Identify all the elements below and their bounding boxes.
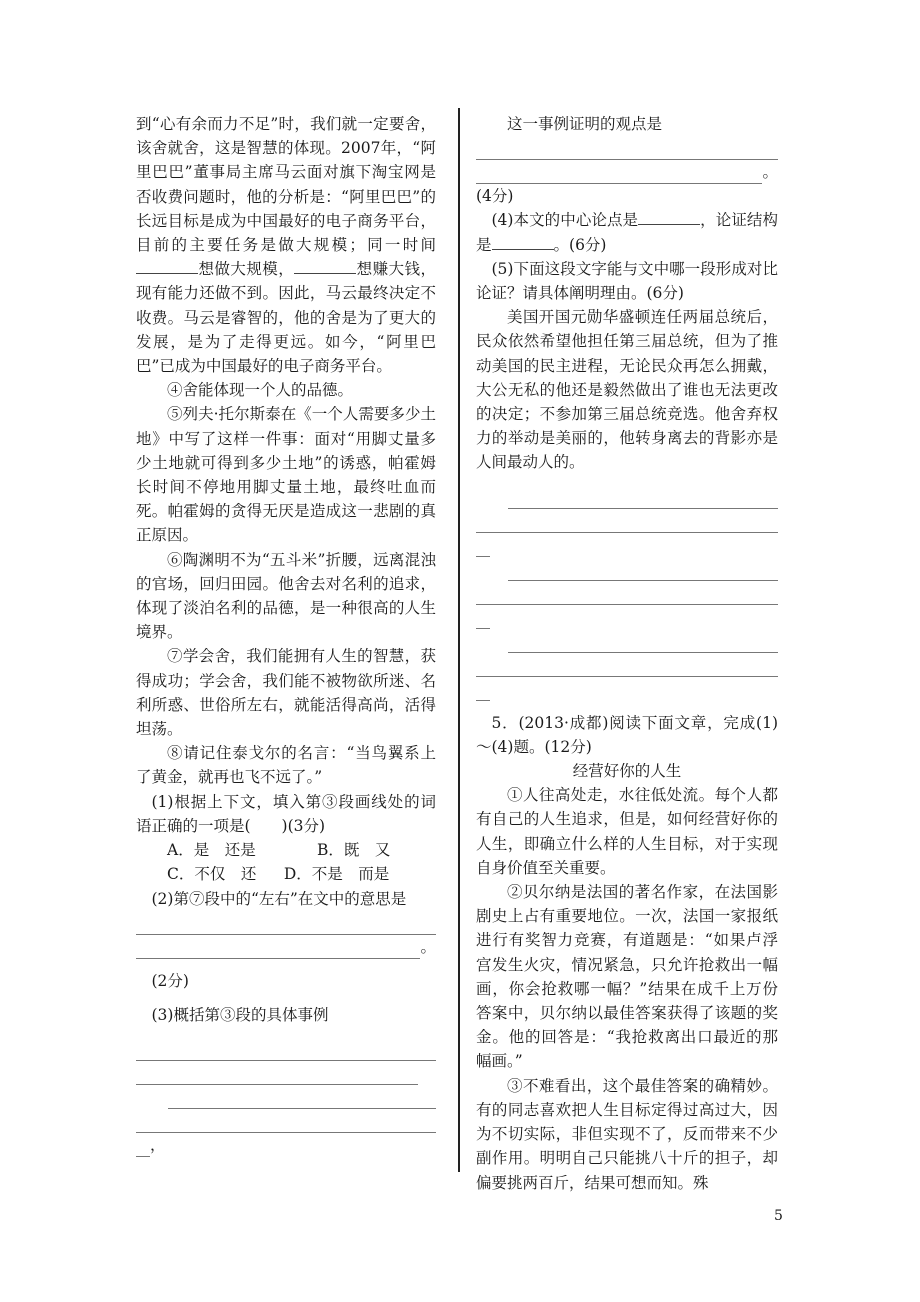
option-c[interactable]: C．不仅 还 — [167, 865, 257, 884]
article-paragraph-1: ①人往高处走，水往低处流。每个人都有自己的人生追求，但是，如何经营好你的人生，即确立什么样的人生目标，对于实现自身价值至关重要。 — [476, 786, 778, 877]
paragraph-8: ⑧请记住泰戈尔的名言：“当鸟翼系上了黄金，就再也飞不远了。” — [136, 744, 436, 787]
option-d[interactable]: D．不是 而是 — [283, 865, 390, 884]
answer-line-stub[interactable]: ， — [136, 1133, 436, 1157]
question-1-options-row2 — [136, 862, 436, 886]
column-divider — [458, 108, 460, 1172]
question-5-passage: 美国开国元勋华盛顿连任两届总统后，民众依然希望他担任第三届总统，但为了推动美国的民主进程，无论民众再怎么拥戴，大公无私的他还是毅然做出了谁也无法更改的决定；不参加第三届总统竞选。他舍弃权力的举动是美丽的，他转身离去的背影亦是人间最动人的。 — [476, 308, 778, 472]
question-3: (3)概括第③段的具体事例 — [151, 1005, 329, 1024]
question-1: (1)根据上下文，填入第③段画线处的词语正确的一项是( )(3分) — [136, 792, 436, 835]
answer-line[interactable] — [476, 653, 778, 677]
answer-line-end[interactable]: 。 — [136, 935, 436, 959]
paragraph-3: 到“心有余而力不足”时，我们就一定要舍，该舍就舍，这是智慧的体现。2007年，“阿里巴巴”董事局主席马云面对旗下淘宝网是否收费问题时，他的分析是：“阿里巴巴”的长远目标是成为中国最好的电子商务平台，目前的主要任务是做大规模；同一时间想做大规模， 想赚大钱，现有能力还做不到。因此，马云最终决定不收费。马云是睿智的，他的舍是为了更大的发展，是为了走得更远。如今，“阿里巴巴”已成为中国最好的电子商务平台。 — [136, 115, 436, 376]
blank-2[interactable] — [294, 258, 356, 274]
blank-thesis[interactable] — [638, 209, 700, 225]
answer-line-end[interactable]: 。 — [476, 160, 778, 184]
question-2: (2)第⑦段中的“左右”在文中的意思是 — [151, 889, 407, 908]
question-2-score: (2分) — [151, 971, 189, 990]
answer-line[interactable] — [476, 509, 778, 533]
answer-line[interactable] — [508, 557, 778, 581]
paragraph-6: ⑥陶渊明不为“五斗米”折腰，远离混浊的官场，回归田园。他舍去对名利的追求，体现了淡泊名利的品德，是一种很高的人生境界。 — [136, 550, 436, 642]
answer-line[interactable] — [136, 1037, 436, 1061]
article-paragraph-2: ②贝尔纳是法国的著名作家，在法国影剧史上占有重要地位。一次，法国一家报纸进行有奖智力竞赛，有道题是：“如果卢浮宫发生火灾，情况紧急，只允许抢救出一幅画，你会抢救哪一幅？”结果在成千上万份答案中，贝尔纳以最佳答案获得了该题的奖金。他的回答是：“我抢救离出口最近的那幅画。” — [476, 883, 778, 1071]
answer-line[interactable] — [508, 485, 778, 509]
answer-line-stub[interactable] — [476, 677, 778, 701]
blank-1[interactable] — [136, 258, 198, 274]
article-title: 经营好你的人生 — [572, 762, 682, 781]
answer-line[interactable] — [136, 1061, 418, 1085]
question-3-viewpoint: 这一事例证明的观点是 — [507, 115, 663, 133]
paragraph-5: ⑤列夫·托尔斯泰在《一个人需要多少土地》中写了这样一件事：面对“用脚丈量多少土地就可得到多少土地”的诱惑，帕霍姆长时间不停地用脚丈量土地，最终吐血而死。帕霍姆的贪得无厌是造成这一悲剧的真正原因。 — [136, 405, 436, 545]
question-4: (4)本文的中心论点是 ，论证结构是 。(6分) — [476, 211, 778, 254]
answer-line[interactable] — [476, 581, 778, 605]
question-1-options-row1 — [136, 838, 436, 862]
section-5-intro: 5．(2013·成都)阅读下面文章，完成(1)～(4)题。(12分) — [476, 713, 778, 756]
question-5: (5)下面这段文字能与文中哪一段形成对比论证？请具体阐明理由。(6分) — [476, 259, 778, 303]
paragraph-4: ④舍能体现一个人的品德。 — [167, 381, 354, 400]
page-number: 5 — [774, 1208, 783, 1224]
blank-structure[interactable] — [492, 234, 554, 250]
right-column — [476, 112, 778, 1195]
answer-line[interactable] — [508, 629, 778, 653]
answer-line-stub[interactable] — [476, 605, 778, 629]
answer-line[interactable] — [136, 1109, 436, 1133]
question-3-score: (4分) — [476, 187, 514, 206]
answer-line-stub[interactable] — [476, 533, 778, 557]
option-a[interactable]: A．是 还是 — [167, 841, 256, 860]
paragraph-7: ⑦学会舍，我们能拥有人生的智慧，获得成功；学会舍，我们能不被物欲所迷、名利所惑、世俗所左右，就能活得高尚，活得坦荡。 — [136, 647, 436, 739]
answer-line[interactable] — [476, 136, 778, 160]
answer-line[interactable] — [168, 1085, 436, 1109]
left-column — [136, 112, 436, 1157]
article-paragraph-3: ③不难看出，这个最佳答案的确精妙。有的同志喜欢把人生目标定得过高过大，因为不切实际，非但实现不了，反而带来不少副作用。明明自己只能挑八十斤的担子，却偏要挑两百斤，结果可想而知。殊 — [476, 1076, 778, 1192]
option-b[interactable]: B．既 又 — [317, 841, 391, 860]
answer-line[interactable] — [136, 911, 436, 935]
